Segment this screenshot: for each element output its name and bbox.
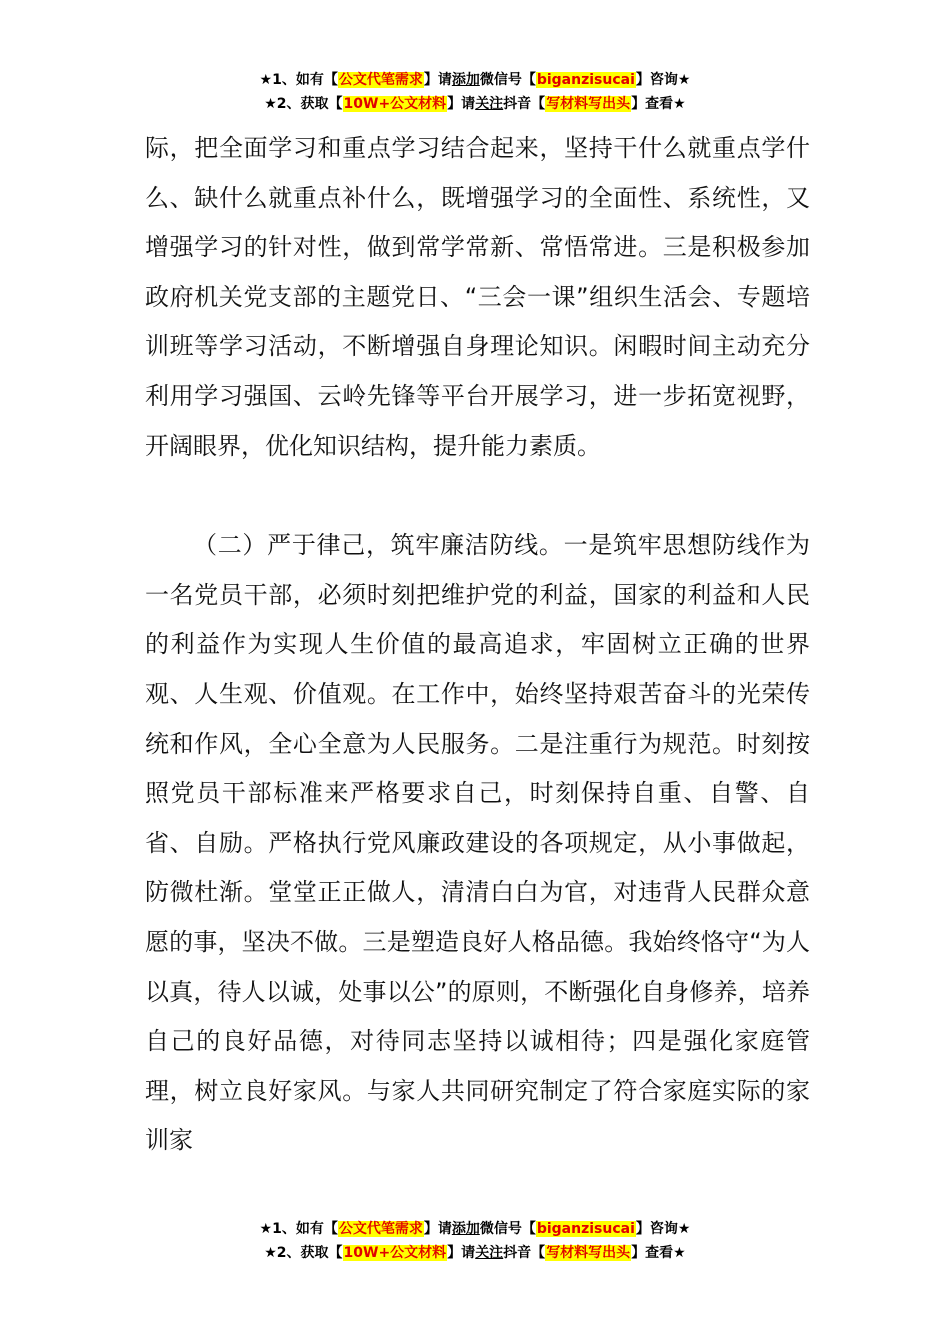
banner-highlight: 公文代笔需求 bbox=[338, 1221, 423, 1237]
banner-highlight: 公文代笔需求 bbox=[338, 72, 423, 88]
banner-underline: 添加 bbox=[451, 1221, 480, 1237]
banner-text: 微信号【 bbox=[479, 1221, 536, 1237]
header-banner bbox=[0, 68, 950, 116]
banner-underline: 关注 bbox=[475, 1245, 504, 1261]
banner-text: 抖音【 bbox=[503, 96, 546, 112]
banner-highlight: biganzisucai bbox=[536, 72, 635, 88]
paragraph-discipline: （二）严于律己，筑牢廉洁防线。一是筑牢思想防线作为一名党员干部，必须时刻把维护党的利益，国家的利益和人民的利益作为实现人生价值的最高追求，牢固树立正确的世界观、人生观、价值观。在工作中，始终坚持艰苦奋斗的光荣传统和作风，全心全意为人民服务。二是注重行为规范。时刻按照党员干部标准来严格要求自己，时刻保持自重、自警、自省、自励。严格执行党风廉政建设的各项规定，从小事做起，防微杜渐。堂堂正正做人，清清白白为官，对违背人民群众意愿的事，坚决不做。三是塑造良好人格品德。我始终恪守“为人以真，待人以诚，处事以公”的原则，不断强化自身修养，培养自己的良好品德，对待同志坚持以诚相待；四是强化家庭管理，树立良好家风。与家人共同研究制定了符合家庭实际的家训家 bbox=[145, 531, 810, 1155]
banner-text: 】请 bbox=[423, 1221, 452, 1237]
banner-line-2 bbox=[0, 1241, 950, 1265]
footer-banner bbox=[0, 1217, 950, 1265]
banner-text: 抖音【 bbox=[503, 1245, 546, 1261]
banner-text: 】咨询★ bbox=[635, 1221, 691, 1237]
banner-line-1 bbox=[0, 1217, 950, 1241]
banner-text: 】咨询★ bbox=[635, 72, 691, 88]
paragraph-gap bbox=[145, 471, 810, 521]
banner-text: 】请 bbox=[447, 1245, 476, 1261]
banner-highlight: 10W+公文材料 bbox=[343, 96, 447, 112]
banner-text: 微信号【 bbox=[479, 72, 536, 88]
banner-text: ★2、获取【 bbox=[264, 1245, 343, 1261]
banner-underline: 关注 bbox=[475, 96, 504, 112]
banner-highlight: 10W+公文材料 bbox=[343, 1245, 447, 1261]
banner-text: 】请 bbox=[423, 72, 452, 88]
banner-text: ★1、如有【 bbox=[259, 72, 338, 88]
banner-text: 】查看★ bbox=[631, 1245, 686, 1261]
banner-text: 】查看★ bbox=[631, 96, 686, 112]
paragraph-study: 际，把全面学习和重点学习结合起来，坚持干什么就重点学什么、缺什么就重点补什么，既增强学习的全面性、系统性，又增强学习的针对性，做到常学常新、常悟常进。三是积极参加政府机关党支部的主题党日、“三会一课”组织生活会、专题培训班等学习活动，不断增强自身理论知识。闲暇时间主动充分利用学习强国、云岭先锋等平台开展学习，进一步拓宽视野，开阔眼界，优化知识结构，提升能力素质。 bbox=[145, 134, 810, 460]
banner-text: ★1、如有【 bbox=[259, 1221, 338, 1237]
banner-highlight: 写材料写出头 bbox=[546, 96, 631, 112]
banner-underline: 添加 bbox=[451, 72, 480, 88]
banner-highlight: 写材料写出头 bbox=[546, 1245, 631, 1261]
document-body bbox=[145, 124, 810, 1166]
banner-text: 】请 bbox=[447, 96, 476, 112]
banner-line-2 bbox=[0, 92, 950, 116]
banner-line-1 bbox=[0, 68, 950, 92]
banner-text: ★2、获取【 bbox=[264, 96, 343, 112]
banner-highlight: biganzisucai bbox=[536, 1221, 635, 1237]
